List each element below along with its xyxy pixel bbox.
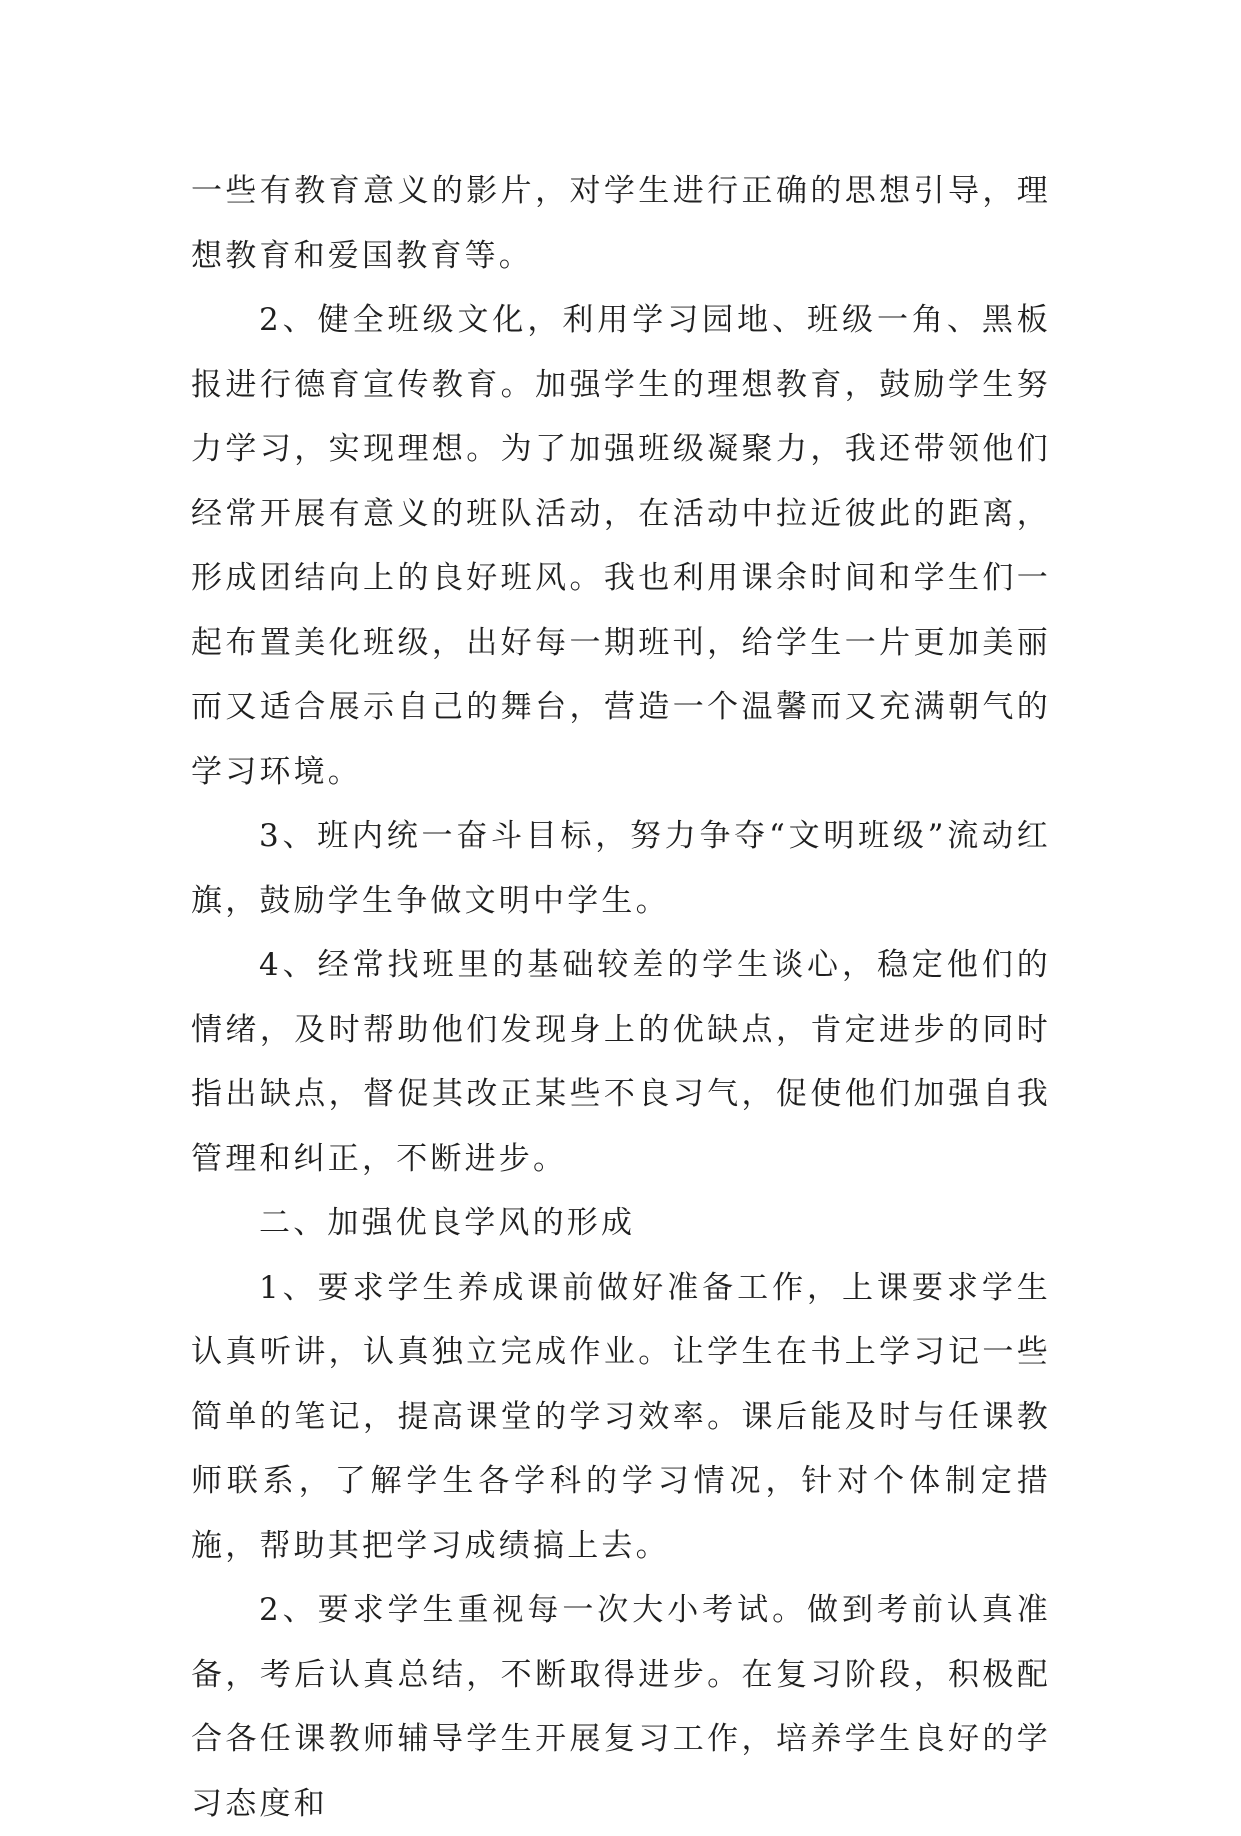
- paragraph-student-talks: 4、经常找班里的基础较差的学生谈心，稳定他们的情绪，及时帮助他们发现身上的优缺点，肯定进步的同时指出缺点，督促其改正某些不良习气，促使他们加强自我管理和纠正，不断进步。: [191, 947, 1051, 1177]
- section-heading-study-style: 二、加强优良学风的形成: [259, 1205, 636, 1241]
- paragraph-continuation: 一些有教育意义的影片，对学生进行正确的思想引导，理想教育和爱国教育等。: [191, 173, 1051, 274]
- paragraph-exams: 2、要求学生重视每一次大小考试。做到考前认真准备，考后认真总结，不断取得进步。在复习阶段，积极配合各任课教师辅导学生开展复习工作，培养学生良好的学习态度和: [191, 1592, 1051, 1822]
- paragraph-class-culture: 2、健全班级文化，利用学习园地、班级一角、黑板报进行德育宣传教育。加强学生的理想教育，鼓励学生努力学习，实现理想。为了加强班级凝聚力，我还带领他们经常开展有意义的班队活动，在活动中拉近彼此的距离，形成团结向上的良好班风。我也利用课余时间和学生们一起布置美化班级，出好每一期班刊，给学生一片更加美丽而又适合展示自己的舞台，营造一个温馨而又充满朝气的学习环境。: [191, 302, 1051, 790]
- paragraph-study-habits: 1、要求学生养成课前做好准备工作，上课要求学生认真听讲，认真独立完成作业。让学生在书上学习记一些简单的笔记，提高课堂的学习效率。课后能及时与任课教师联系，了解学生各学科的学习情况，针对个体制定措施，帮助其把学习成绩搞上去。: [191, 1269, 1051, 1564]
- paragraph-class-goal: 3、班内统一奋斗目标，努力争夺“文明班级”流动红旗，鼓励学生争做文明中学生。: [191, 818, 1051, 919]
- document-body: [191, 159, 1051, 1836]
